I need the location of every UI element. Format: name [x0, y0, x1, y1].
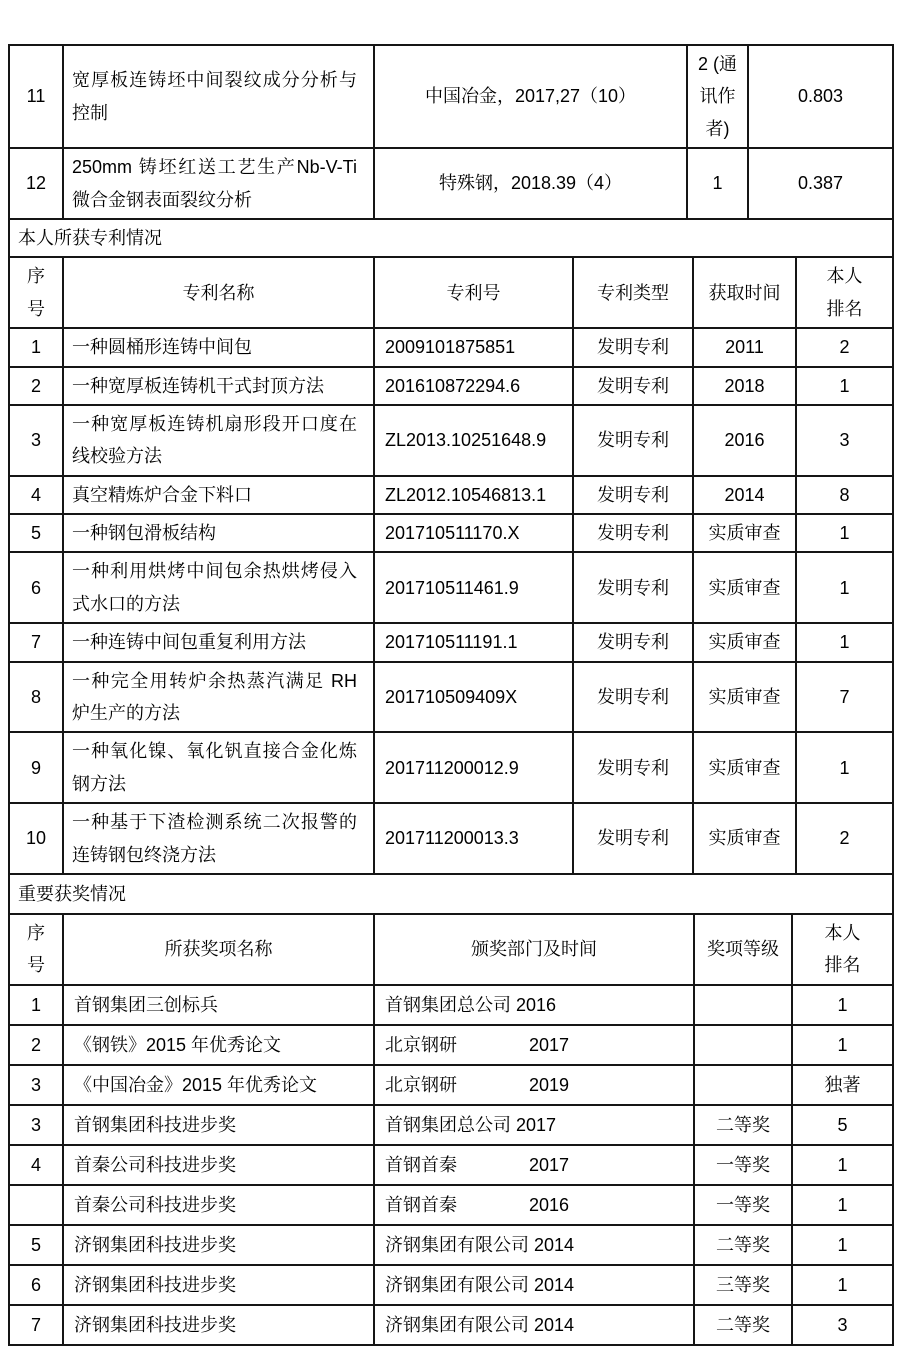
- award-grade-cell: 一等奖: [694, 1185, 792, 1225]
- patent-number-cell: 201710511170.X: [374, 514, 573, 552]
- patent-rank-cell: 7: [796, 662, 893, 733]
- patent-type-cell: 发明专利: [573, 367, 693, 405]
- table-row: [9, 405, 893, 476]
- table-row: [9, 552, 893, 623]
- patent-number-cell: 201710511191.1: [374, 623, 573, 661]
- col-header-obtain-time: 获取时间: [693, 257, 796, 328]
- award-name-cell: 济钢集团科技进步奖: [63, 1225, 374, 1265]
- patent-name-cell: 一种圆桶形连铸中间包: [63, 328, 374, 366]
- award-rank-cell: 1: [792, 1265, 893, 1305]
- award-grade-cell: 二等奖: [694, 1225, 792, 1265]
- seq-cell: 3: [9, 1105, 63, 1145]
- impact-factor-cell: 0.387: [748, 148, 893, 219]
- publications-table: [8, 44, 894, 220]
- col-header-award-grade: 奖项等级: [694, 914, 792, 985]
- patent-time-cell: 实质审查: [693, 662, 796, 733]
- table-row: [9, 1105, 893, 1145]
- award-name-cell: 济钢集团科技进步奖: [63, 1305, 374, 1345]
- patent-time-cell: 实质审查: [693, 514, 796, 552]
- col-header-self-rank: [792, 914, 893, 985]
- seq-cell: 11: [9, 45, 63, 148]
- publication-title-cell: 宽厚板连铸坯中间裂纹成分分析与控制: [63, 45, 374, 148]
- patent-rank-cell: 1: [796, 552, 893, 623]
- patent-rank-cell: 8: [796, 476, 893, 514]
- table-row: [9, 732, 893, 803]
- table-row: [9, 1265, 893, 1305]
- seq-cell: 3: [9, 1065, 63, 1105]
- table-row: [9, 874, 893, 914]
- seq-cell: 5: [9, 514, 63, 552]
- patents-section-band: [8, 218, 894, 258]
- patent-rank-cell: 1: [796, 514, 893, 552]
- patent-rank-cell: 2: [796, 328, 893, 366]
- table-row: [9, 1225, 893, 1265]
- table-row: [9, 662, 893, 733]
- seq-cell: 1: [9, 985, 63, 1025]
- award-rank-cell: 独著: [792, 1065, 893, 1105]
- patent-rank-cell: 1: [796, 732, 893, 803]
- patent-time-cell: 实质审查: [693, 803, 796, 874]
- seq-cell: 7: [9, 623, 63, 661]
- award-name-cell: 首秦公司科技进步奖: [63, 1185, 374, 1225]
- col-header-patent-number: 专利号: [374, 257, 573, 328]
- impact-factor-cell: 0.803: [748, 45, 893, 148]
- award-rank-cell: 1: [792, 1225, 893, 1265]
- patent-type-cell: 发明专利: [573, 328, 693, 366]
- patent-number-cell: 201711200013.3: [374, 803, 573, 874]
- seq-cell: 4: [9, 476, 63, 514]
- award-grade-cell: [694, 1025, 792, 1065]
- patent-name-cell: 一种完全用转炉余热蒸汽满足 RH 炉生产的方法: [63, 662, 374, 733]
- seq-cell: 12: [9, 148, 63, 219]
- col-header-patent-type: 专利类型: [573, 257, 693, 328]
- seq-cell: 2: [9, 1025, 63, 1065]
- award-grade-cell: 二等奖: [694, 1305, 792, 1345]
- award-rank-cell: 3: [792, 1305, 893, 1345]
- patent-time-cell: 实质审查: [693, 552, 796, 623]
- award-name-cell: 首钢集团三创标兵: [63, 985, 374, 1025]
- award-org-cell: 首钢集团总公司 2016: [374, 985, 694, 1025]
- col-header-seq-label: 序号: [26, 266, 45, 319]
- patent-number-cell: 201711200012.9: [374, 732, 573, 803]
- patent-number-cell: ZL2013.10251648.9: [374, 405, 573, 476]
- award-org-cell: 北京钢研 2019: [374, 1065, 694, 1105]
- patent-number-cell: 201610872294.6: [374, 367, 573, 405]
- award-grade-cell: [694, 985, 792, 1025]
- award-grade-cell: 一等奖: [694, 1145, 792, 1185]
- seq-cell: 3: [9, 405, 63, 476]
- table-row: [9, 1065, 893, 1105]
- col-header-award-name: 所获奖项名称: [63, 914, 374, 985]
- publication-title-cell: 250mm 铸坯红送工艺生产Nb-V-Ti 微合金钢表面裂纹分析: [63, 148, 374, 219]
- patent-type-cell: 发明专利: [573, 514, 693, 552]
- award-rank-cell: 1: [792, 985, 893, 1025]
- seq-cell: 2: [9, 367, 63, 405]
- col-header-seq: [9, 914, 63, 985]
- table-row: [9, 803, 893, 874]
- table-row: [9, 219, 893, 257]
- award-org-cell: 济钢集团有限公司 2014: [374, 1225, 694, 1265]
- award-name-cell: 《中国冶金》2015 年优秀论文: [63, 1065, 374, 1105]
- col-header-self-rank-label: 本人排名: [826, 266, 863, 319]
- patent-name-cell: 一种宽厚板连铸机扇形段开口度在线校验方法: [63, 405, 374, 476]
- table-row: [9, 328, 893, 366]
- patent-name-cell: 一种氧化镍、氧化钒直接合金化炼钢方法: [63, 732, 374, 803]
- patent-number-cell: 2009101875851: [374, 328, 573, 366]
- table-row: [9, 985, 893, 1025]
- award-org-cell: 首钢首秦 2016: [374, 1185, 694, 1225]
- journal-cell: 特殊钢，2018.39（4）: [374, 148, 687, 219]
- patent-rank-cell: 1: [796, 623, 893, 661]
- award-rank-cell: 5: [792, 1105, 893, 1145]
- seq-cell: 9: [9, 732, 63, 803]
- author-rank-cell: 1: [687, 148, 748, 219]
- table-row: [9, 514, 893, 552]
- patent-time-cell: 2016: [693, 405, 796, 476]
- seq-cell: 8: [9, 662, 63, 733]
- patent-type-cell: 发明专利: [573, 476, 693, 514]
- patent-rank-cell: 1: [796, 367, 893, 405]
- seq-cell: 6: [9, 552, 63, 623]
- seq-cell: 10: [9, 803, 63, 874]
- patent-name-cell: 一种基于下渣检测系统二次报警的连铸钢包终浇方法: [63, 803, 374, 874]
- award-rank-cell: 1: [792, 1185, 893, 1225]
- patent-name-cell: 真空精炼炉合金下料口: [63, 476, 374, 514]
- patent-rank-cell: 2: [796, 803, 893, 874]
- award-rank-cell: 1: [792, 1025, 893, 1065]
- table-row: [9, 45, 893, 148]
- patent-number-cell: 201710511461.9: [374, 552, 573, 623]
- table-row: [9, 1305, 893, 1345]
- awards-section-title: 重要获奖情况: [9, 874, 893, 914]
- award-org-cell: 首钢集团总公司 2017: [374, 1105, 694, 1145]
- award-org-cell: 济钢集团有限公司 2014: [374, 1265, 694, 1305]
- award-name-cell: 济钢集团科技进步奖: [63, 1265, 374, 1305]
- award-grade-cell: [694, 1065, 792, 1105]
- patent-type-cell: 发明专利: [573, 732, 693, 803]
- patent-time-cell: 2011: [693, 328, 796, 366]
- award-org-cell: 北京钢研 2017: [374, 1025, 694, 1065]
- patent-time-cell: 实质审查: [693, 732, 796, 803]
- table-row: [9, 476, 893, 514]
- seq-cell: 4: [9, 1145, 63, 1185]
- award-org-cell: 济钢集团有限公司 2014: [374, 1305, 694, 1345]
- patents-table: [8, 256, 894, 875]
- patent-name-cell: 一种利用烘烤中间包余热烘烤侵入式水口的方法: [63, 552, 374, 623]
- seq-cell: 6: [9, 1265, 63, 1305]
- col-header-self-rank: [796, 257, 893, 328]
- award-grade-cell: 三等奖: [694, 1265, 792, 1305]
- patent-type-cell: 发明专利: [573, 803, 693, 874]
- patent-name-cell: 一种宽厚板连铸机干式封顶方法: [63, 367, 374, 405]
- award-org-cell: 首钢首秦 2017: [374, 1145, 694, 1185]
- table-row: [9, 148, 893, 219]
- col-header-self-rank-label: 本人排名: [824, 922, 861, 976]
- top-margin: [0, 0, 900, 44]
- award-name-cell: 《钢铁》2015 年优秀论文: [63, 1025, 374, 1065]
- patent-time-cell: 2018: [693, 367, 796, 405]
- seq-cell: [9, 1185, 63, 1225]
- table-row: [9, 367, 893, 405]
- award-name-cell: 首钢集团科技进步奖: [63, 1105, 374, 1145]
- award-grade-cell: 二等奖: [694, 1105, 792, 1145]
- patent-number-cell: 201710509409X: [374, 662, 573, 733]
- col-header-award-org: 颁奖部门及时间: [374, 914, 694, 985]
- author-rank-cell: 2 (通讯作者): [687, 45, 748, 148]
- patent-number-cell: ZL2012.10546813.1: [374, 476, 573, 514]
- table-row: [9, 1025, 893, 1065]
- award-name-cell: 首秦公司科技进步奖: [63, 1145, 374, 1185]
- patent-type-cell: 发明专利: [573, 623, 693, 661]
- col-header-seq-label: 序号: [26, 922, 45, 976]
- patent-time-cell: 2014: [693, 476, 796, 514]
- patent-type-cell: 发明专利: [573, 662, 693, 733]
- table-row: [9, 1185, 893, 1225]
- table-row: [9, 623, 893, 661]
- awards-table: [8, 913, 894, 1346]
- patent-name-cell: 一种钢包滑板结构: [63, 514, 374, 552]
- patent-rank-cell: 3: [796, 405, 893, 476]
- patents-section-title: 本人所获专利情况: [9, 219, 893, 257]
- patent-time-cell: 实质审查: [693, 623, 796, 661]
- table-row: [9, 1145, 893, 1185]
- patent-type-cell: 发明专利: [573, 405, 693, 476]
- col-header-seq: [9, 257, 63, 328]
- col-header-patent-name: 专利名称: [63, 257, 374, 328]
- patent-name-cell: 一种连铸中间包重复利用方法: [63, 623, 374, 661]
- seq-cell: 5: [9, 1225, 63, 1265]
- award-rank-cell: 1: [792, 1145, 893, 1185]
- patent-type-cell: 发明专利: [573, 552, 693, 623]
- table-header-row: [9, 914, 893, 985]
- seq-cell: 1: [9, 328, 63, 366]
- journal-cell: 中国冶金，2017,27（10）: [374, 45, 687, 148]
- table-header-row: [9, 257, 893, 328]
- awards-section-band: [8, 873, 894, 915]
- seq-cell: 7: [9, 1305, 63, 1345]
